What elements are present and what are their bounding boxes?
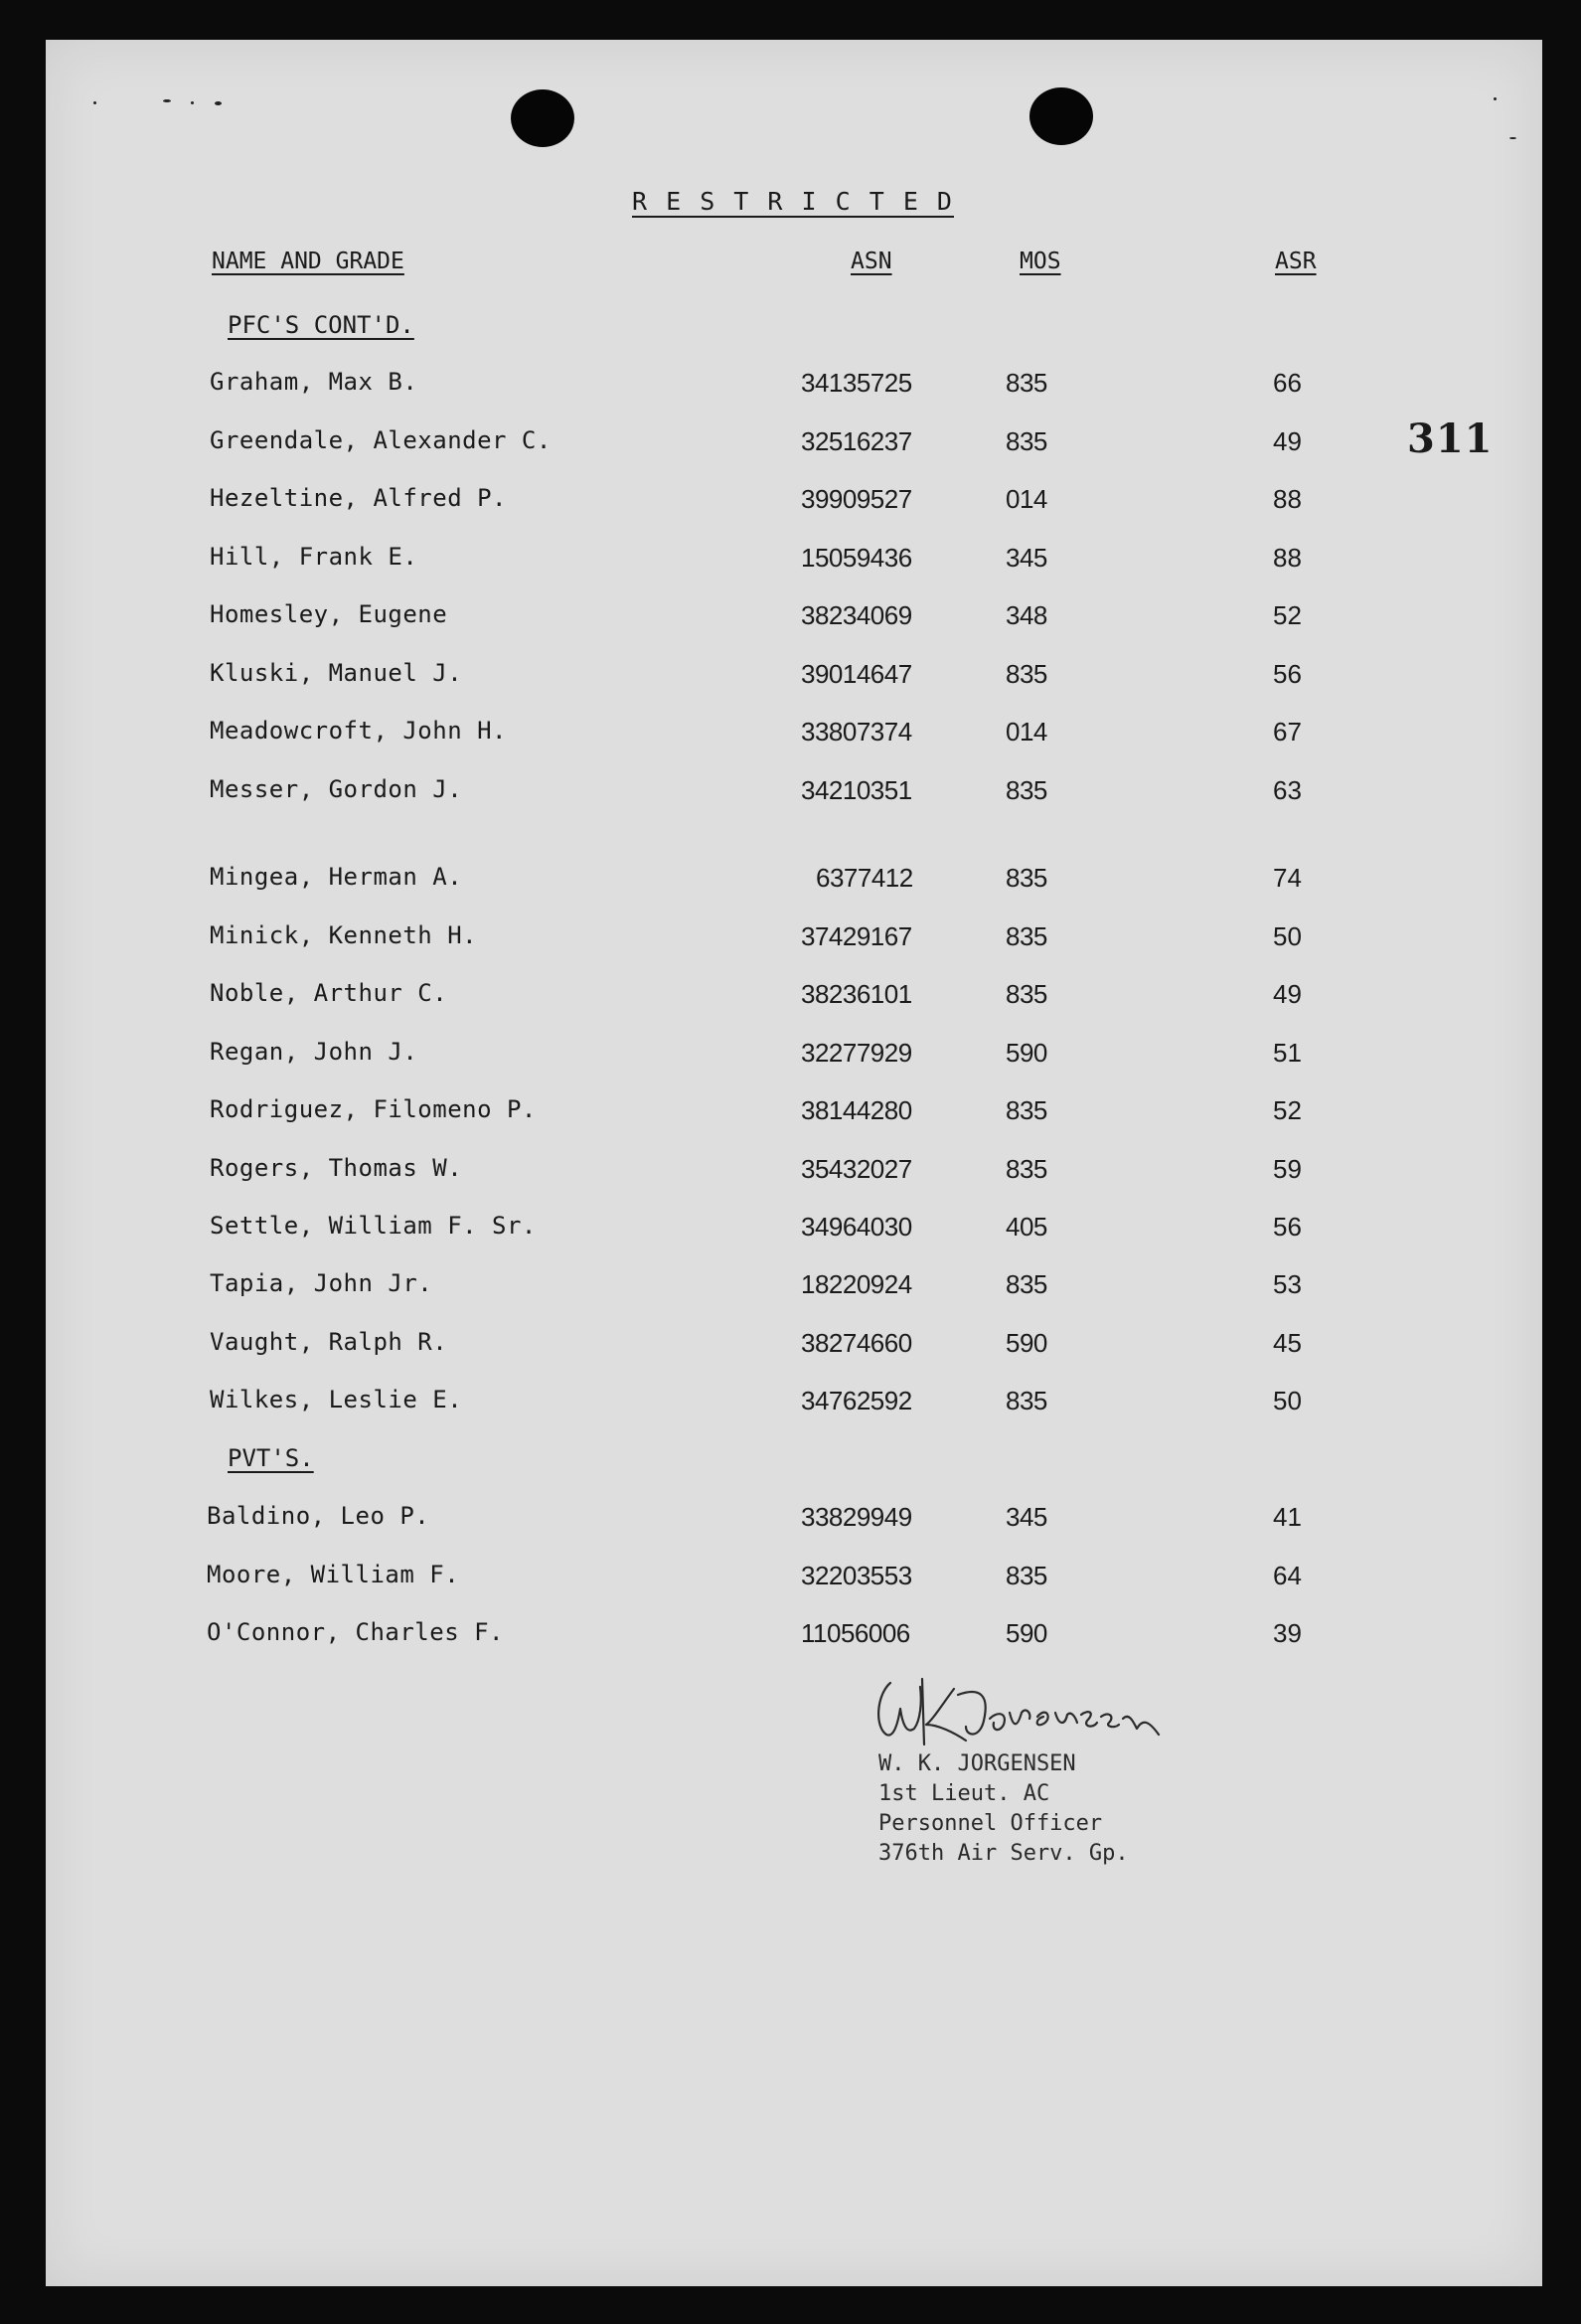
asr-cell: 88	[1273, 543, 1302, 573]
asr-cell: 56	[1273, 659, 1302, 689]
asr-cell: 51	[1273, 1038, 1302, 1068]
roster-row	[46, 1212, 1542, 1251]
mos-cell: 835	[1006, 659, 1047, 689]
roster-row	[46, 484, 1542, 524]
asr-cell: 50	[1273, 1386, 1302, 1415]
asr-cell: 56	[1273, 1212, 1302, 1242]
paper-speck	[1509, 137, 1516, 139]
mos-cell: 345	[1006, 1502, 1047, 1532]
asn-cell: 34210351	[801, 775, 912, 805]
name-cell: Hill, Frank E.	[210, 543, 418, 571]
asn-cell: 39014647	[801, 659, 912, 689]
asn-cell: 38144280	[801, 1095, 912, 1125]
name-cell: Mingea, Herman A.	[210, 863, 463, 891]
punch-hole	[1029, 87, 1093, 145]
asr-cell: 59	[1273, 1154, 1302, 1184]
mos-cell: 014	[1006, 717, 1047, 747]
paper-speck	[191, 101, 194, 104]
asn-cell: 32516237	[801, 426, 912, 456]
asr-cell: 52	[1273, 600, 1302, 630]
roster-row	[46, 979, 1542, 1019]
asn-cell: 38234069	[801, 600, 912, 630]
mos-cell: 345	[1006, 543, 1047, 573]
name-cell: Baldino, Leo P.	[207, 1502, 430, 1530]
asr-cell: 39	[1273, 1618, 1302, 1648]
name-cell: Noble, Arthur C.	[210, 979, 448, 1007]
mos-cell: 835	[1006, 863, 1047, 893]
roster-row	[46, 368, 1542, 408]
name-cell: O'Connor, Charles F.	[207, 1618, 504, 1646]
name-cell: Messer, Gordon J.	[210, 775, 463, 803]
column-header-mos: MOS	[1020, 249, 1061, 274]
asn-cell: 39909527	[801, 484, 912, 514]
roster-row	[46, 863, 1542, 903]
asn-cell: 38274660	[801, 1328, 912, 1358]
roster-row	[46, 543, 1542, 582]
signatory-name: W. K. JORGENSEN	[878, 1751, 1076, 1776]
mos-cell: 014	[1006, 484, 1047, 514]
mos-cell: 835	[1006, 1154, 1047, 1184]
paper-speck	[215, 101, 222, 105]
name-cell: Meadowcroft, John H.	[210, 717, 507, 745]
asn-cell: 32277929	[801, 1038, 912, 1068]
asn-cell: 35432027	[801, 1154, 912, 1184]
asr-cell: 63	[1273, 775, 1302, 805]
mos-cell: 835	[1006, 426, 1047, 456]
name-cell: Moore, William F.	[207, 1561, 460, 1588]
classification-marking: R E S T R I C T E D	[632, 187, 954, 216]
asn-cell: 33807374	[801, 717, 912, 747]
asn-cell: 32203553	[801, 1561, 912, 1590]
punch-hole	[511, 89, 574, 147]
name-cell: Graham, Max B.	[210, 368, 418, 396]
name-cell: Hezeltine, Alfred P.	[210, 484, 507, 512]
roster-row	[46, 1269, 1542, 1309]
mos-cell: 835	[1006, 979, 1047, 1009]
asr-cell: 66	[1273, 368, 1302, 398]
asn-cell: 34135725	[801, 368, 912, 398]
signatory-title: Personnel Officer	[878, 1811, 1103, 1836]
roster-row	[46, 1502, 1542, 1542]
mos-cell: 590	[1006, 1038, 1047, 1068]
asr-cell: 49	[1273, 979, 1302, 1009]
asn-cell: 18220924	[801, 1269, 912, 1299]
column-header-name: NAME AND GRADE	[212, 249, 404, 274]
asn-cell: 37429167	[801, 921, 912, 951]
roster-row	[46, 659, 1542, 699]
asr-cell: 41	[1273, 1502, 1302, 1532]
signatory-unit: 376th Air Serv. Gp.	[878, 1841, 1129, 1866]
roster-row	[46, 1618, 1542, 1658]
page-number: 311	[1407, 415, 1494, 462]
asn-cell: 15059436	[801, 543, 912, 573]
mos-cell: 835	[1006, 368, 1047, 398]
roster-row	[46, 1154, 1542, 1194]
paper-speck	[1494, 97, 1497, 100]
name-cell: Vaught, Ralph R.	[210, 1328, 448, 1356]
name-cell: Rogers, Thomas W.	[210, 1154, 463, 1182]
roster-row	[46, 921, 1542, 961]
name-cell: Settle, William F. Sr.	[210, 1212, 537, 1240]
roster-row	[46, 426, 1542, 466]
name-cell: Minick, Kenneth H.	[210, 921, 478, 949]
roster-row	[46, 600, 1542, 640]
name-cell: Tapia, John Jr.	[210, 1269, 433, 1297]
asr-cell: 49	[1273, 426, 1302, 456]
roster-row	[46, 1095, 1542, 1135]
asr-cell: 52	[1273, 1095, 1302, 1125]
asn-cell: 33829949	[801, 1502, 912, 1532]
asr-cell: 50	[1273, 921, 1302, 951]
roster-row	[46, 775, 1542, 815]
roster-row	[46, 717, 1542, 756]
asr-cell: 67	[1273, 717, 1302, 747]
roster-row	[46, 1386, 1542, 1425]
name-cell: Kluski, Manuel J.	[210, 659, 463, 687]
asn-cell: 11056006	[801, 1618, 910, 1648]
paper-speck	[93, 101, 96, 104]
mos-cell: 835	[1006, 775, 1047, 805]
roster-row	[46, 1038, 1542, 1078]
signature-lettering: WKJorgensen	[863, 1665, 870, 1666]
asn-cell: 34762592	[801, 1386, 912, 1415]
section-heading-pfc: PFC'S CONT'D.	[228, 311, 414, 339]
mos-cell: 835	[1006, 1561, 1047, 1590]
mos-cell: 835	[1006, 1386, 1047, 1415]
asn-cell: 38236101	[801, 979, 912, 1009]
roster-row	[46, 1328, 1542, 1368]
asr-cell: 74	[1273, 863, 1302, 893]
mos-cell: 835	[1006, 1269, 1047, 1299]
asr-cell: 53	[1273, 1269, 1302, 1299]
mos-cell: 590	[1006, 1618, 1047, 1648]
column-header-asn: ASN	[851, 249, 892, 274]
mos-cell: 835	[1006, 1095, 1047, 1125]
name-cell: Rodriguez, Filomeno P.	[210, 1095, 537, 1123]
asr-cell: 64	[1273, 1561, 1302, 1590]
name-cell: Homesley, Eugene	[210, 600, 448, 628]
signatory-rank: 1st Lieut. AC	[878, 1781, 1050, 1806]
name-cell: Greendale, Alexander C.	[210, 426, 552, 454]
asn-cell: 34964030	[801, 1212, 912, 1242]
signature-block	[878, 1749, 1129, 1869]
asn-cell: 6377412	[816, 863, 913, 893]
name-cell: Regan, John J.	[210, 1038, 418, 1066]
mos-cell: 348	[1006, 600, 1047, 630]
roster-row	[46, 1561, 1542, 1600]
column-header-asr: ASR	[1275, 249, 1317, 274]
mos-cell: 590	[1006, 1328, 1047, 1358]
name-cell: Wilkes, Leslie E.	[210, 1386, 463, 1413]
mos-cell: 835	[1006, 921, 1047, 951]
document-page	[46, 40, 1542, 2286]
asr-cell: 88	[1273, 484, 1302, 514]
paper-speck	[163, 99, 171, 102]
section-heading-pvt: PVT'S.	[228, 1444, 314, 1472]
asr-cell: 45	[1273, 1328, 1302, 1358]
handwritten-signature	[863, 1665, 1171, 1754]
mos-cell: 405	[1006, 1212, 1047, 1242]
